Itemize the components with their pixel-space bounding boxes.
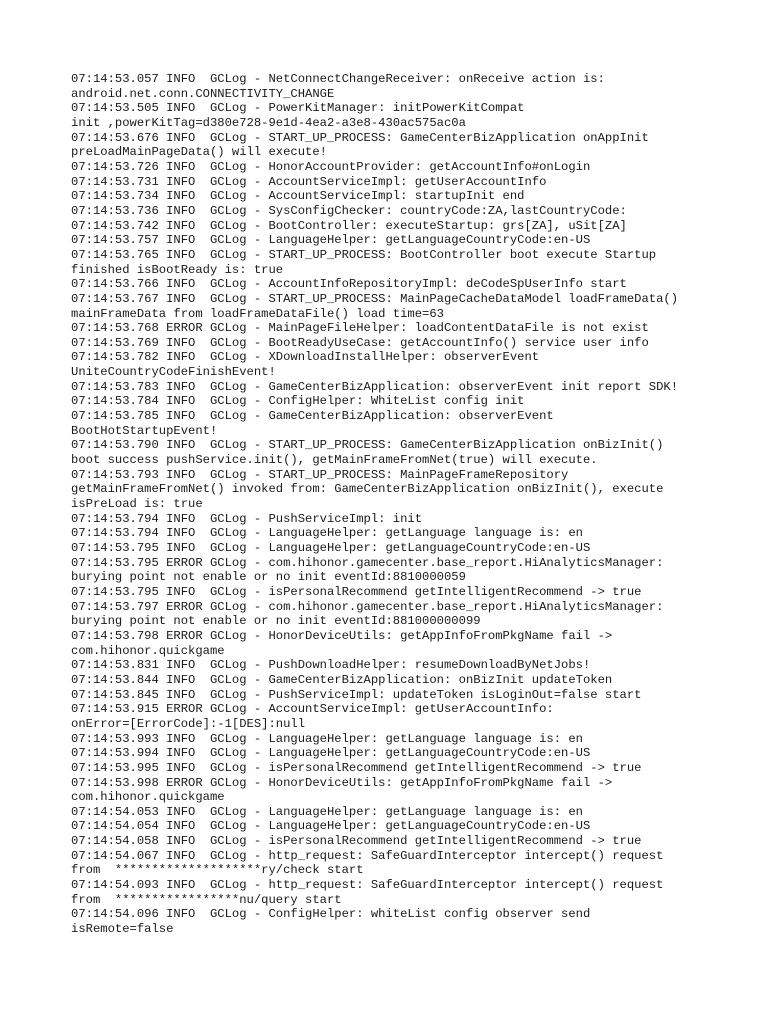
log-line: 07:14:53.795 ERROR GCLog - com.hihonor.gamecenter.base_report.HiAnalyticsManager: [71, 555, 664, 570]
log-line: 07:14:53.731 INFO GCLog - AccountServiceImpl: getUserAccountInfo [71, 174, 547, 189]
log-line: 07:14:53.057 INFO GCLog - NetConnectChangeReceiver: onReceive action is: [71, 72, 605, 86]
log-text [71, 72, 711, 937]
log-line: 07:14:54.054 INFO GCLog - LanguageHelper: getLanguageCountryCode:en-US [71, 819, 591, 834]
log-line: 07:14:53.790 INFO GCLog - START_UP_PROCESS: GameCenterBizApplication onBizInit() [71, 438, 664, 453]
log-line: 07:14:54.096 INFO GCLog - ConfigHelper: whiteList config observer send [71, 907, 591, 922]
log-line: 07:14:53.726 INFO GCLog - HonorAccountProvider: getAccountInfo#onLogin [71, 159, 591, 174]
log-line: burying point not enable or no init eventId:8810000059 [71, 570, 466, 585]
log-line: 07:14:53.676 INFO GCLog - START_UP_PROCESS: GameCenterBizApplication onAppInit [71, 130, 649, 145]
log-line: 07:14:53.994 INFO GCLog - LanguageHelper: getLanguageCountryCode:en-US [71, 746, 591, 761]
log-line: 07:14:53.765 INFO GCLog - START_UP_PROCESS: BootController boot execute Startup [71, 247, 657, 262]
log-line: 07:14:54.053 INFO GCLog - LanguageHelper: getLanguage language is: en [71, 804, 583, 819]
log-line: 07:14:53.795 INFO GCLog - LanguageHelper: getLanguageCountryCode:en-US [71, 541, 591, 555]
log-line: 07:14:53.831 INFO GCLog - PushDownloadHelper: resumeDownloadByNetJobs! [71, 658, 591, 673]
log-line: android.net.conn.CONNECTIVITY_CHANGE [71, 86, 335, 101]
log-line: 07:14:54.067 INFO GCLog - http_request: SafeGuardInterceptor intercept() request [71, 848, 664, 863]
log-line: 07:14:53.794 INFO GCLog - LanguageHelper: getLanguage language is: en [71, 526, 583, 541]
log-line: 07:14:53.784 INFO GCLog - ConfigHelper: WhiteList config init [71, 394, 525, 409]
log-line: 07:14:53.844 INFO GCLog - GameCenterBizApplication: onBizInit updateToken [71, 672, 613, 687]
log-line: 07:14:53.993 INFO GCLog - LanguageHelper: getLanguage language is: en [71, 731, 583, 746]
log-line: 07:14:53.769 INFO GCLog - BootReadyUseCase: getAccountInfo() service user info [71, 335, 649, 350]
log-line: 07:14:53.797 ERROR GCLog - com.hihonor.gamecenter.base_report.HiAnalyticsManager: [71, 599, 664, 614]
log-line: 07:14:53.736 INFO GCLog - SysConfigChecker: countryCode:ZA,lastCountryCode: [71, 203, 627, 218]
log-line: 07:14:53.793 INFO GCLog - START_UP_PROCESS: MainPageFrameRepository [71, 467, 569, 482]
log-line: from ********************ry/check start [71, 863, 364, 878]
log-line: 07:14:53.782 INFO GCLog - XDownloadInstallHelper: observerEvent [71, 350, 540, 365]
log-line: isPreLoad is: true [71, 497, 203, 512]
log-line: UniteCountryCodeFinishEvent! [71, 365, 276, 380]
log-line: 07:14:53.734 INFO GCLog - AccountServiceImpl: startupInit end [71, 189, 525, 204]
log-line: init ,powerKitTag=d380e728-9e1d-4ea2-a3e8-430ac575ac0a [71, 115, 466, 130]
log-line: preLoadMainPageData() will execute! [71, 145, 327, 160]
log-line: 07:14:53.742 INFO GCLog - BootController: executeStartup: grs[ZA], uSit[ZA] [71, 218, 627, 233]
log-line: finished isBootReady is: true [71, 262, 284, 277]
log-line: isRemote=false [71, 922, 174, 937]
log-line: 07:14:53.798 ERROR GCLog - HonorDeviceUtils: getAppInfoFromPkgName fail -> [71, 628, 613, 643]
log-line: BootHotStartupEvent! [71, 423, 218, 438]
log-line: 07:14:53.766 INFO GCLog - AccountInfoRepositoryImpl: deCodeSpUserInfo start [71, 277, 627, 292]
log-line: 07:14:53.998 ERROR GCLog - HonorDeviceUtils: getAppInfoFromPkgName fail -> [71, 775, 613, 790]
log-line: com.hihonor.quickgame [71, 790, 225, 805]
log-line: 07:14:53.768 ERROR GCLog - MainPageFileHelper: loadContentDataFile is not exist [71, 321, 649, 336]
log-line: 07:14:53.915 ERROR GCLog - AccountServiceImpl: getUserAccountInfo: [71, 702, 554, 717]
log-line: onError=[ErrorCode]:-1[DES]:null [71, 716, 306, 731]
log-line: 07:14:54.058 INFO GCLog - isPersonalRecommend getIntelligentRecommend -> true [71, 834, 642, 849]
log-line: mainFrameData from loadFrameDataFile() load time=63 [71, 306, 444, 321]
log-line: com.hihonor.quickgame [71, 643, 225, 658]
log-line: 07:14:53.845 INFO GCLog - PushServiceImpl: updateToken isLoginOut=false start [71, 687, 642, 702]
log-line: 07:14:53.795 INFO GCLog - isPersonalRecommend getIntelligentRecommend -> true [71, 584, 642, 599]
log-line: 07:14:53.995 INFO GCLog - isPersonalRecommend getIntelligentRecommend -> true [71, 760, 642, 775]
log-line: 07:14:53.505 INFO GCLog - PowerKitManager: initPowerKitCompat [71, 101, 525, 116]
log-line: getMainFrameFromNet() invoked from: GameCenterBizApplication onBizInit(), execute [71, 482, 664, 497]
log-line: 07:14:53.794 INFO GCLog - PushServiceImpl: init [71, 511, 423, 526]
log-line: burying point not enable or no init eventId:881000000099 [71, 614, 481, 629]
log-line: 07:14:53.785 INFO GCLog - GameCenterBizApplication: observerEvent [71, 409, 554, 424]
log-line: from *****************nu/query start [71, 892, 342, 907]
log-line: 07:14:54.093 INFO GCLog - http_request: SafeGuardInterceptor intercept() request [71, 878, 664, 893]
log-line: 07:14:53.767 INFO GCLog - START_UP_PROCESS: MainPageCacheDataModel loadFrameData() [71, 291, 679, 306]
log-line: boot success pushService.init(), getMainFrameFromNet(true) will execute. [71, 453, 598, 468]
log-line: 07:14:53.783 INFO GCLog - GameCenterBizApplication: observerEvent init report SDK! [71, 379, 679, 394]
log-line: 07:14:53.757 INFO GCLog - LanguageHelper: getLanguageCountryCode:en-US [71, 233, 591, 248]
